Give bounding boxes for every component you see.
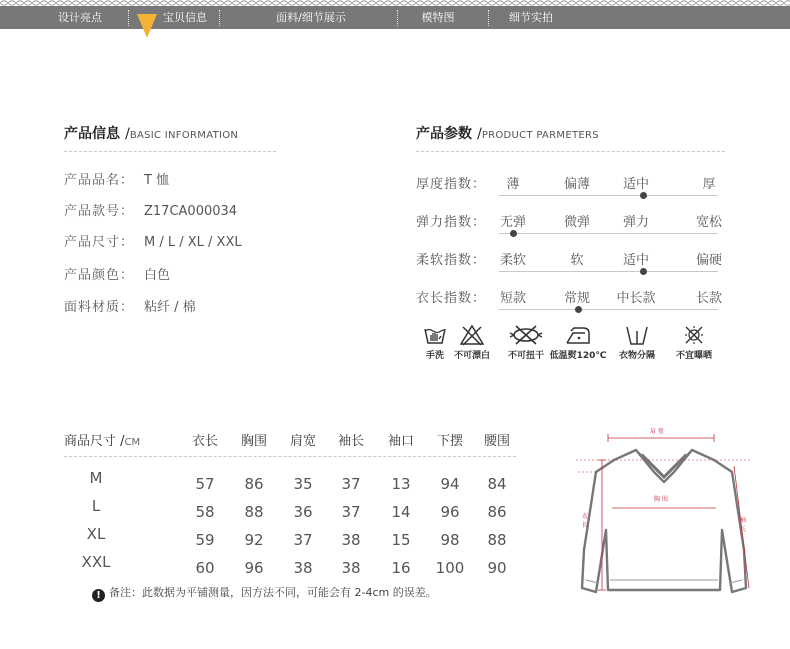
title-slash: / — [125, 126, 130, 142]
size-column-header: 肩宽 — [289, 434, 317, 449]
size-label: M — [89, 469, 103, 487]
size-cell: 92 — [244, 531, 264, 549]
size-cell: 57 — [195, 475, 215, 493]
info-row — [64, 264, 170, 283]
sleeve-label: 袖长 — [740, 517, 747, 533]
info-value: 白色 — [144, 268, 171, 283]
param-label: 厚度指数： — [416, 177, 487, 192]
size-cell: 15 — [391, 531, 411, 549]
param-option: 薄 — [506, 177, 520, 192]
care-label: 低温熨120℃ — [549, 351, 607, 361]
info-value: M / L / XL / XXL — [144, 235, 242, 250]
params-divider — [416, 151, 725, 152]
size-cell: 96 — [440, 503, 460, 521]
param-option: 弹力 — [622, 215, 650, 230]
info-label: 产品颜色： — [64, 268, 135, 283]
info-label: 产品品名： — [64, 173, 135, 188]
param-option: 无弹 — [499, 215, 527, 230]
size-cell: 16 — [391, 559, 411, 577]
param-level-indicator — [640, 268, 647, 275]
size-label: L — [91, 497, 101, 515]
shoulder-label: 肩 宽 — [650, 428, 664, 435]
info-row — [64, 231, 242, 250]
size-column-header: 衣长 — [191, 434, 219, 449]
nav-separator — [397, 10, 398, 26]
measurement-note — [92, 584, 437, 602]
nav-separator — [219, 10, 220, 26]
nav-bar — [0, 6, 790, 29]
size-table-header-label — [64, 430, 140, 449]
size-column-header: 下摆 — [436, 434, 464, 449]
info-label: 产品尺寸： — [64, 235, 135, 250]
param-option: 常规 — [563, 291, 591, 306]
param-level-indicator — [575, 306, 582, 313]
size-cell: 38 — [341, 559, 361, 577]
size-label: XXL — [81, 553, 111, 571]
params-title-cn: 产品参数 — [416, 126, 472, 142]
param-option: 偏薄 — [563, 177, 591, 192]
size-label: XL — [86, 525, 106, 543]
info-title-cn: 产品信息 — [64, 126, 120, 142]
size-cell: 37 — [341, 503, 361, 521]
param-option: 适中 — [622, 253, 650, 268]
info-row — [64, 200, 237, 219]
nav-fabric-details[interactable]: 面料/细节展示 — [276, 11, 346, 24]
note-text: 备注：此数据为平铺测量，因方法不同，可能会有 2-4cm 的误差。 — [109, 586, 437, 599]
params-title-en: PRODUCT PARMETERS — [481, 130, 599, 141]
no-sun-dry-icon — [681, 323, 707, 347]
param-option: 柔软 — [499, 253, 527, 268]
size-cell: 38 — [341, 531, 361, 549]
nav-detail-shots[interactable]: 细节实拍 — [509, 11, 553, 24]
size-cell: 86 — [244, 475, 264, 493]
info-divider — [64, 151, 276, 152]
chest-label: 胸 围 — [654, 496, 668, 503]
size-cell: 35 — [293, 475, 313, 493]
param-option: 短款 — [499, 291, 527, 306]
size-cell: 36 — [293, 503, 313, 521]
nav-design-highlights[interactable]: 设计亮点 — [58, 11, 102, 24]
garment-diagram — [574, 420, 754, 600]
size-cell: 88 — [487, 531, 507, 549]
size-cell: 84 — [487, 475, 507, 493]
param-scale-track — [499, 271, 718, 272]
nav-separator — [128, 10, 129, 26]
care-label: 不宜曝晒 — [675, 351, 713, 361]
info-row — [64, 169, 169, 188]
size-cell: 37 — [341, 475, 361, 493]
nav-product-info[interactable]: 宝贝信息 — [163, 11, 207, 24]
size-cell: 37 — [293, 531, 313, 549]
care-label: 衣物分隔 — [618, 351, 656, 361]
param-level-indicator — [640, 192, 647, 199]
size-cell: 14 — [391, 503, 411, 521]
param-option: 适中 — [622, 177, 650, 192]
size-cell: 88 — [244, 503, 264, 521]
size-header-unit: CM — [124, 437, 141, 448]
info-label: 产品款号： — [64, 204, 135, 219]
care-label: 手洗 — [425, 351, 445, 361]
size-column-header: 胸围 — [240, 434, 268, 449]
care-label: 不可扭干 — [507, 351, 545, 361]
param-label: 柔软指数： — [416, 253, 487, 268]
info-section-title — [64, 123, 238, 143]
size-cell: 86 — [487, 503, 507, 521]
warning-icon: ! — [92, 589, 105, 602]
nav-model-photos[interactable]: 模特图 — [421, 11, 455, 24]
title-slash: / — [477, 126, 482, 142]
size-column-header: 袖口 — [387, 434, 415, 449]
no-wring-icon — [508, 323, 544, 347]
wash-separately-icon — [624, 323, 650, 347]
param-scale-track — [499, 309, 718, 310]
param-option: 中长款 — [616, 291, 656, 306]
param-scale-track — [499, 195, 718, 196]
size-cell: 58 — [195, 503, 215, 521]
info-row — [64, 296, 196, 315]
size-table-divider — [64, 456, 516, 457]
info-title-en: BASIC INFORMATION — [129, 130, 239, 141]
param-label: 衣长指数： — [416, 291, 487, 306]
nav-separator — [488, 10, 489, 26]
top-navigation — [0, 0, 790, 40]
info-value: Z17CA000034 — [144, 204, 238, 219]
param-level-indicator — [510, 230, 517, 237]
info-label: 面料材质： — [64, 300, 135, 315]
length-label: 衣长 — [582, 513, 589, 529]
no-bleach-icon — [459, 323, 485, 347]
param-scale-track — [499, 233, 718, 234]
param-option: 微弹 — [563, 215, 591, 230]
param-option: 厚 — [702, 177, 716, 192]
size-cell: 13 — [391, 475, 411, 493]
param-option: 长款 — [695, 291, 723, 306]
param-option: 宽松 — [695, 215, 723, 230]
param-option: 软 — [570, 253, 584, 268]
nav-active-marker — [137, 14, 157, 38]
size-cell: 96 — [244, 559, 264, 577]
info-value: 粘纤 / 棉 — [144, 300, 196, 315]
hand-wash-icon — [422, 323, 448, 347]
size-column-header: 袖长 — [337, 434, 365, 449]
param-option: 偏硬 — [695, 253, 723, 268]
sweater-illustration — [574, 420, 754, 600]
size-cell: 94 — [440, 475, 460, 493]
care-label: 不可漂白 — [453, 351, 491, 361]
size-cell: 38 — [293, 559, 313, 577]
size-header-title: 商品尺寸 / — [64, 434, 125, 449]
size-cell: 59 — [195, 531, 215, 549]
size-cell: 90 — [487, 559, 507, 577]
size-cell: 98 — [440, 531, 460, 549]
iron-low-icon — [565, 323, 591, 347]
size-cell: 100 — [435, 559, 465, 577]
info-value: T 恤 — [144, 173, 170, 188]
size-cell: 60 — [195, 559, 215, 577]
size-column-header: 腰围 — [483, 434, 511, 449]
param-label: 弹力指数： — [416, 215, 487, 230]
params-section-title — [416, 123, 599, 143]
